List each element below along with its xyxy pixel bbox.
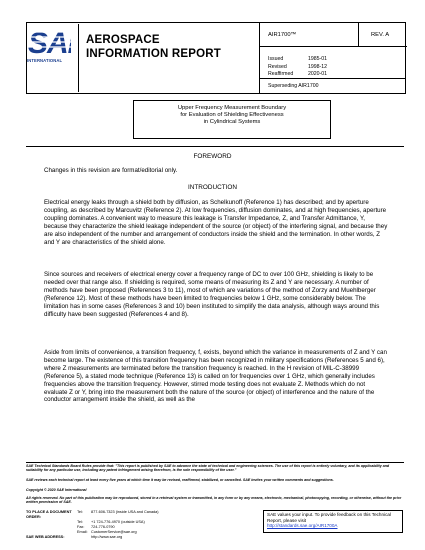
order-info [26, 510, 159, 539]
sae-logo-letters: SA [28, 27, 68, 57]
contact-value: 877-606-7323 (inside USA and Canada) [91, 510, 159, 514]
date-label: Reaffirmed [268, 71, 294, 77]
footer-copyright: Copyright © 2020 SAE International [26, 488, 87, 492]
footer-rule [26, 462, 404, 463]
sae-logo-subtext: INTERNATIONAL [27, 58, 63, 63]
document-title-line2: for Evaluation of Shielding Effectiveness [180, 112, 284, 119]
foreword-text: Changes in this revision are format/editorial only. [44, 167, 178, 174]
contact-value[interactable]: CustomerService@sae.org [91, 529, 137, 534]
contact-type: Fax: [77, 524, 85, 529]
date-value: 1998-12 [308, 63, 328, 70]
paragraph-2: Since sources and receivers of electrical energy cover a frequency range of DC to over 100 GHz, shielding is likely to be needed over that range also. If shielding is required, some means of measuring its Z and Y are necessary. A number of methods have been proposed (References 3 to 11), most of which are variations of the method of Zorzy and Muehlberger (Reference 12). Most of these methods have been limited to frequencies below 1 GHz, some considerably below. The limitation has in some cases (References 3 and 10) been instituted to simplify the data analysis, although ways around this difficulty have been suggested (References 4 and 8). [44, 271, 380, 318]
web-label: SAE WEB ADDRESS: [26, 534, 65, 539]
contact-value: +1 724-776-4970 (outside USA) [91, 519, 145, 524]
introduction-heading: INTRODUCTION [188, 184, 237, 191]
document-title-line3: in Cylindrical Systems [203, 119, 261, 126]
date-list [268, 56, 327, 79]
date-label: Issued [268, 56, 284, 62]
date-value: 2020-01 [308, 71, 328, 77]
document-info-block [259, 23, 406, 93]
contact-value: 724-776-0790 [91, 524, 115, 529]
report-type-line1: AEROSPACE [86, 34, 160, 46]
superseding-note: Superseding AIR1700 [268, 83, 319, 89]
footer-notice-1: SAE Technical Standards Board Rules provide that: "This report is published by SAE to advance the state of technical and engineering sciences. The use of this report is entirely voluntary, and its applicability and suitability for any particular use, including any patent infringement arising therefrom, is the sole responsibility of the user." [26, 464, 390, 473]
report-type-block [78, 24, 259, 92]
document-header [26, 22, 406, 94]
divider [260, 46, 358, 47]
date-label: Revised [268, 63, 287, 70]
paragraph-3: Aside from limits of convenience, a transition frequency, f, exists, beyond which the variance in measurements of Z and Y can become large. The existence of this transition frequency has been recognized in military specifications (References 5 and 6), where Z measurements are terminated before the transition frequency is reached. In the H revision of MIL-C-38999 (Reference 5), a stated mode technique (Reference 13) is called on for frequencies over 1 GHz, which generally includes frequencies above the transition frequency. However, stirred mode testing does not evaluate Z. Methods which do not evaluate Z or Y, bring into the measurement both the nature of the source (or object) of interference and the nature of the conductor arrangement inside the shield, as well as the [44, 349, 387, 404]
section-rule [26, 146, 404, 147]
contact-type: Email: [77, 529, 88, 534]
revision-label: REV. A [371, 32, 390, 38]
feedback-box [263, 510, 403, 533]
revision-box [358, 23, 407, 47]
feedback-link[interactable]: http://standards.sae.org/AIR1700A [267, 523, 338, 529]
document-title-box [133, 100, 331, 139]
report-type-line2: INFORMATION REPORT [86, 48, 221, 60]
feedback-text: SAE values your input. To provide feedback on this Technical Report, please visit [267, 512, 391, 523]
footer-notice-2: SAE reviews each technical report at least every five years at which time it may be revised, reaffirmed, stabilized, or cancelled. SAE invites your written comments and suggestions. [26, 478, 334, 482]
sae-logo-mark [27, 23, 71, 57]
date-row-revised [268, 64, 327, 72]
web-row [26, 535, 159, 540]
paragraph-1: Electrical energy leaks through a shield both by diffusion, as Schelkunoff (Reference 1) has described; and by aperture coupling, as described by Marcuvitz (Reference 2). At low frequencies, diffusion dominates, and at high frequencies, aperture coupling dominates. A convenient way to measure this leakage is Transfer Impedance, Z, and Transfer Admittance, Y, because they characterize the shield leakage independent of the source (or object) of the interfering signal, and because they are also independent of the number and arrangement of conductors inside the shield and the termination. In other words, Z and Y are characteristics of the shield alone. [44, 199, 388, 246]
document-number: AIR1700™ [268, 32, 297, 38]
sae-logo [27, 23, 69, 63]
foreword-heading: FOREWORD [193, 153, 232, 160]
contact-type: Tel: [77, 519, 83, 524]
contact-type: Tel: [77, 510, 83, 514]
order-row [26, 510, 159, 520]
date-row-issued [268, 56, 327, 64]
web-link[interactable]: http://www.sae.org [91, 534, 123, 539]
divider [260, 78, 406, 79]
date-value: 1985-01 [308, 56, 328, 62]
order-label: TO PLACE A DOCUMENT ORDER: [26, 510, 72, 519]
document-title-line1: Upper Frequency Measurement Boundary [177, 105, 287, 111]
footer-rights: All rights reserved. No part of this publication may be reproduced, stored in a retrieval system or transmitted, in any form or by any means, electronic, mechanical, photocopying, recording, or otherwise, without the prior written permission of SAE. [26, 496, 402, 505]
